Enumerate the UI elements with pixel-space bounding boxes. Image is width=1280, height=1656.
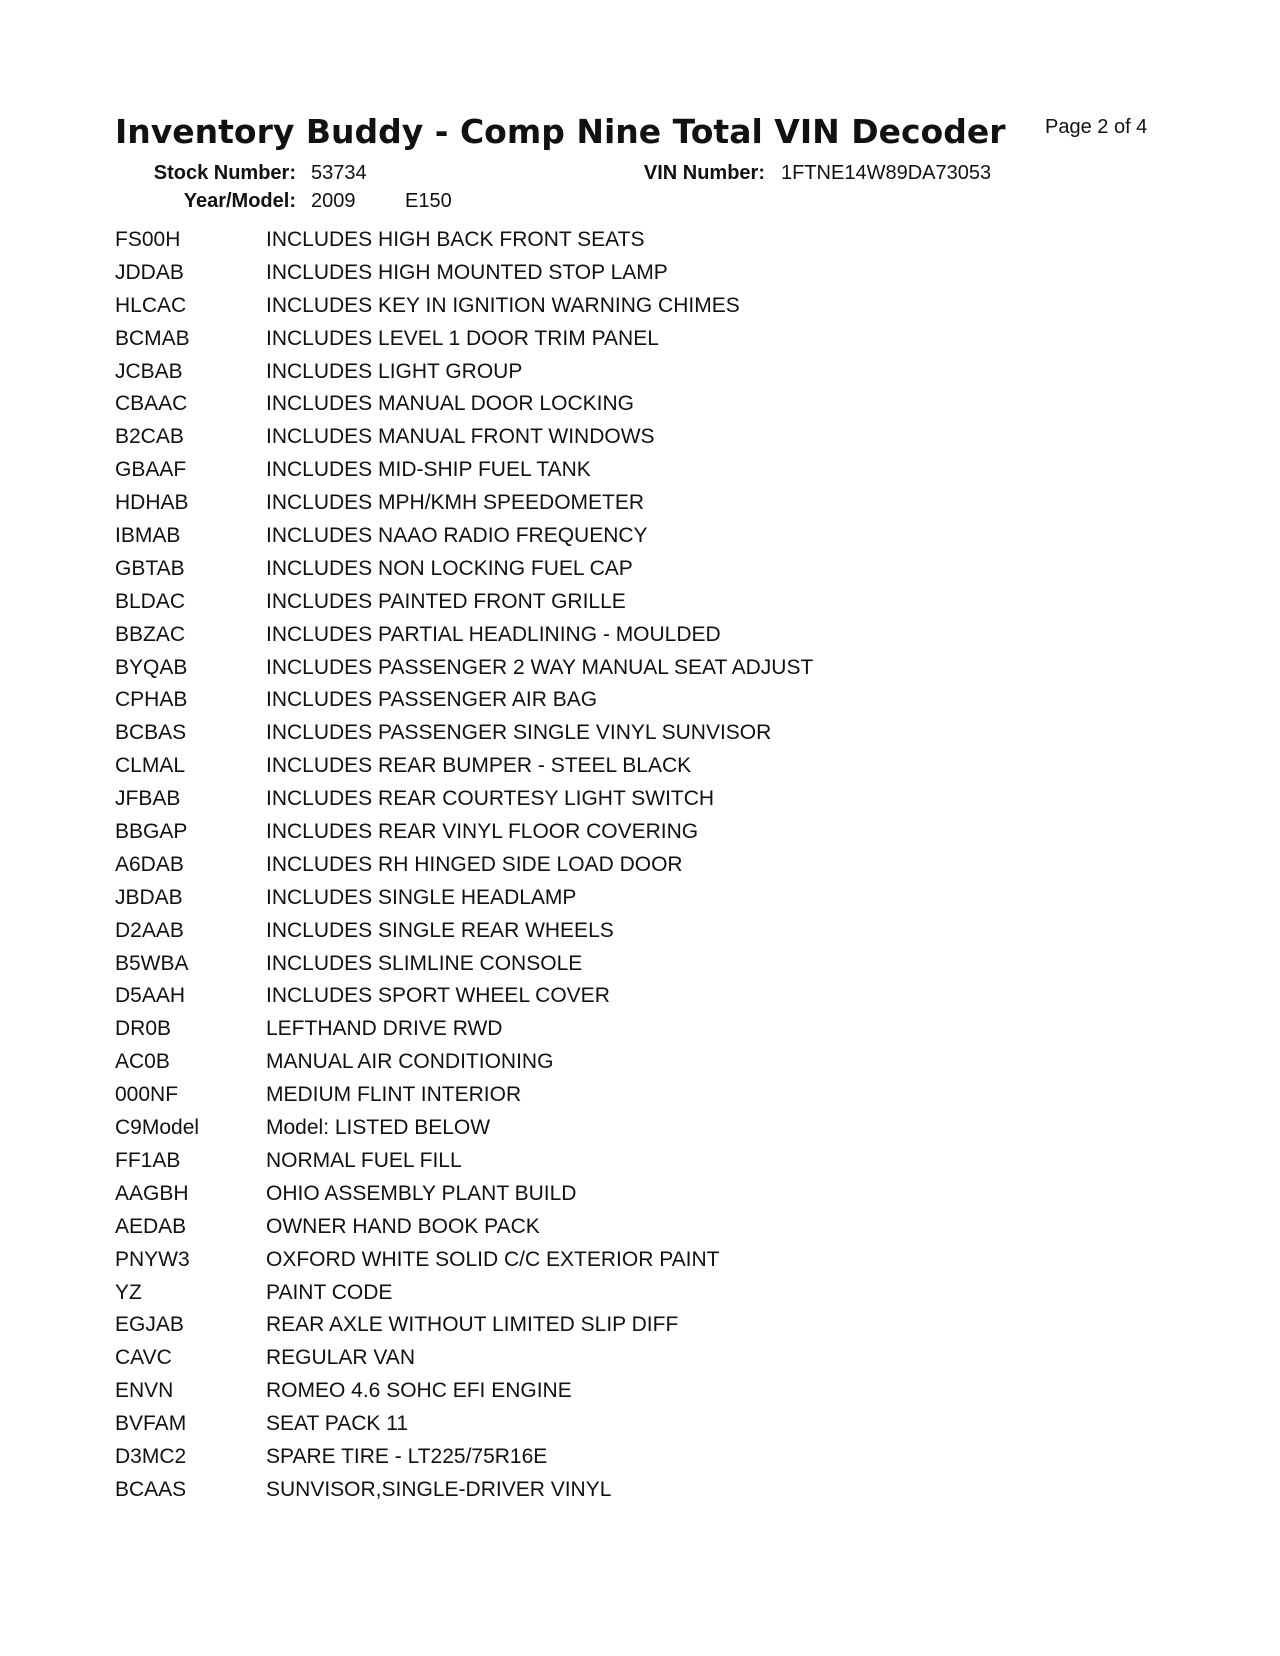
option-row xyxy=(115,1215,1215,1248)
option-description: MANUAL AIR CONDITIONING xyxy=(266,1050,554,1074)
vin-number-label: VIN Number: xyxy=(643,162,765,184)
option-description: INCLUDES KEY IN IGNITION WARNING CHIMES xyxy=(266,293,740,317)
option-code: BCAAS xyxy=(115,1477,187,1501)
option-row xyxy=(115,1445,1215,1478)
option-code: BCMAB xyxy=(115,326,190,350)
option-row xyxy=(115,688,1215,721)
option-code: C9Model xyxy=(115,1116,200,1140)
option-row xyxy=(115,1346,1215,1379)
option-description: OWNER HAND BOOK PACK xyxy=(266,1214,540,1238)
option-row xyxy=(115,1083,1215,1116)
option-code: CLMAL xyxy=(115,754,186,778)
option-row xyxy=(115,1379,1215,1412)
option-code-list xyxy=(115,228,1215,1511)
option-row xyxy=(115,1313,1215,1346)
stock-number-label: Stock Number: xyxy=(153,162,296,184)
option-row xyxy=(115,491,1215,524)
option-code: ENVN xyxy=(115,1379,174,1403)
option-row xyxy=(115,820,1215,853)
option-row xyxy=(115,787,1215,820)
option-description: NORMAL FUEL FILL xyxy=(266,1148,462,1172)
option-row xyxy=(115,984,1215,1017)
option-code: FF1AB xyxy=(115,1148,181,1172)
option-row xyxy=(115,590,1215,623)
option-code: FS00H xyxy=(115,228,181,251)
option-description: OHIO ASSEMBLY PLANT BUILD xyxy=(266,1181,577,1205)
option-description: INCLUDES NON LOCKING FUEL CAP xyxy=(266,556,633,580)
option-row xyxy=(115,952,1215,985)
option-row xyxy=(115,228,1215,261)
option-code: BCBAS xyxy=(115,721,187,745)
option-description: INCLUDES REAR VINYL FLOOR COVERING xyxy=(266,820,699,844)
option-code: GBAAF xyxy=(115,458,187,482)
option-code: CBAAC xyxy=(115,392,188,416)
option-row xyxy=(115,1017,1215,1050)
option-code: AEDAB xyxy=(115,1214,187,1238)
option-row xyxy=(115,919,1215,952)
option-description: OXFORD WHITE SOLID C/C EXTERIOR PAINT xyxy=(266,1247,720,1271)
option-description: SUNVISOR,SINGLE-DRIVER VINYL xyxy=(266,1477,612,1501)
option-description: ROMEO 4.6 SOHC EFI ENGINE xyxy=(266,1379,572,1403)
option-row xyxy=(115,1182,1215,1215)
option-code: YZ xyxy=(115,1280,142,1304)
option-code: A6DAB xyxy=(115,852,184,876)
option-code: D5AAH xyxy=(115,984,186,1008)
option-code: IBMAB xyxy=(115,524,181,548)
option-row xyxy=(115,656,1215,689)
option-code: B2CAB xyxy=(115,425,184,449)
option-row xyxy=(115,1149,1215,1182)
option-code: PNYW3 xyxy=(115,1247,190,1271)
option-code: CPHAB xyxy=(115,688,188,712)
option-code: BYQAB xyxy=(115,655,188,679)
option-row xyxy=(115,392,1215,425)
option-row xyxy=(115,721,1215,754)
option-row xyxy=(115,294,1215,327)
document-title: Inventory Buddy - Comp Nine Total VIN Decoder xyxy=(115,112,1006,151)
option-row xyxy=(115,425,1215,458)
option-description: INCLUDES LIGHT GROUP xyxy=(266,359,523,383)
option-description: INCLUDES MID-SHIP FUEL TANK xyxy=(266,458,591,482)
option-description: INCLUDES NAAO RADIO FREQUENCY xyxy=(266,524,648,548)
option-description: INCLUDES SLIMLINE CONSOLE xyxy=(266,951,583,975)
option-description: INCLUDES LEVEL 1 DOOR TRIM PANEL xyxy=(266,326,659,350)
option-description: INCLUDES HIGH BACK FRONT SEATS xyxy=(266,228,645,251)
option-row xyxy=(115,261,1215,294)
option-description: INCLUDES HIGH MOUNTED STOP LAMP xyxy=(266,260,668,284)
option-row xyxy=(115,1412,1215,1445)
option-code: JCBAB xyxy=(115,359,183,383)
option-row xyxy=(115,623,1215,656)
option-description: INCLUDES PASSENGER SINGLE VINYL SUNVISOR xyxy=(266,721,772,745)
option-code: CAVC xyxy=(115,1346,172,1370)
option-description: PAINT CODE xyxy=(266,1280,393,1304)
option-row xyxy=(115,1248,1215,1281)
option-row xyxy=(115,1050,1215,1083)
option-row xyxy=(115,886,1215,919)
option-description: INCLUDES SINGLE REAR WHEELS xyxy=(266,918,614,942)
option-row xyxy=(115,524,1215,557)
option-description: INCLUDES PASSENGER 2 WAY MANUAL SEAT ADJUST xyxy=(266,655,814,679)
option-row xyxy=(115,458,1215,491)
option-description: INCLUDES SINGLE HEADLAMP xyxy=(266,885,577,909)
option-code: JDDAB xyxy=(115,260,184,284)
option-description: INCLUDES SPORT WHEEL COVER xyxy=(266,984,610,1008)
option-code: DR0B xyxy=(115,1017,172,1041)
option-code: JBDAB xyxy=(115,885,183,909)
option-code: 000NF xyxy=(115,1083,179,1107)
option-code: JFBAB xyxy=(115,787,181,811)
option-code: B5WBA xyxy=(115,951,189,975)
option-code: AC0B xyxy=(115,1050,170,1074)
option-code: EGJAB xyxy=(115,1313,184,1337)
option-description: MEDIUM FLINT INTERIOR xyxy=(266,1083,522,1107)
option-description: INCLUDES REAR COURTESY LIGHT SWITCH xyxy=(266,787,715,811)
option-code: AAGBH xyxy=(115,1181,189,1205)
option-description: LEFTHAND DRIVE RWD xyxy=(266,1017,503,1041)
option-description: REGULAR VAN xyxy=(266,1346,415,1370)
option-code: BLDAC xyxy=(115,589,186,613)
page-indicator: Page 2 of 4 xyxy=(1045,116,1148,138)
option-row xyxy=(115,360,1215,393)
option-description: INCLUDES PASSENGER AIR BAG xyxy=(266,688,598,712)
option-description: INCLUDES PAINTED FRONT GRILLE xyxy=(266,589,626,613)
option-description: INCLUDES REAR BUMPER - STEEL BLACK xyxy=(266,754,692,778)
option-description: INCLUDES RH HINGED SIDE LOAD DOOR xyxy=(266,852,683,876)
stock-number-value: 53734 xyxy=(311,162,367,184)
option-code: D3MC2 xyxy=(115,1444,187,1468)
option-code: HLCAC xyxy=(115,293,187,317)
option-code: HDHAB xyxy=(115,491,189,515)
option-description: INCLUDES MPH/KMH SPEEDOMETER xyxy=(266,491,645,515)
year-value: 2009 xyxy=(311,190,356,212)
option-row xyxy=(115,1281,1215,1314)
option-description: INCLUDES MANUAL FRONT WINDOWS xyxy=(266,425,655,449)
option-code: D2AAB xyxy=(115,918,184,942)
option-description: INCLUDES PARTIAL HEADLINING - MOULDED xyxy=(266,622,721,646)
option-description: SEAT PACK 11 xyxy=(266,1412,409,1436)
option-row xyxy=(115,327,1215,360)
option-code: BBGAP xyxy=(115,820,188,844)
year-model-label: Year/Model: xyxy=(183,190,296,212)
option-row xyxy=(115,557,1215,590)
option-description: REAR AXLE WITHOUT LIMITED SLIP DIFF xyxy=(266,1313,679,1337)
option-description: SPARE TIRE - LT225/75R16E xyxy=(266,1444,548,1468)
option-row xyxy=(115,1478,1215,1511)
vin-number-value: 1FTNE14W89DA73053 xyxy=(781,162,992,184)
option-code: GBTAB xyxy=(115,556,185,580)
option-row xyxy=(115,853,1215,886)
option-description: Model: LISTED BELOW xyxy=(266,1116,491,1140)
option-row xyxy=(115,1116,1215,1149)
option-description: INCLUDES MANUAL DOOR LOCKING xyxy=(266,392,634,416)
option-code: BVFAM xyxy=(115,1412,187,1436)
model-value: E150 xyxy=(405,190,452,212)
option-row xyxy=(115,754,1215,787)
option-code: BBZAC xyxy=(115,622,186,646)
